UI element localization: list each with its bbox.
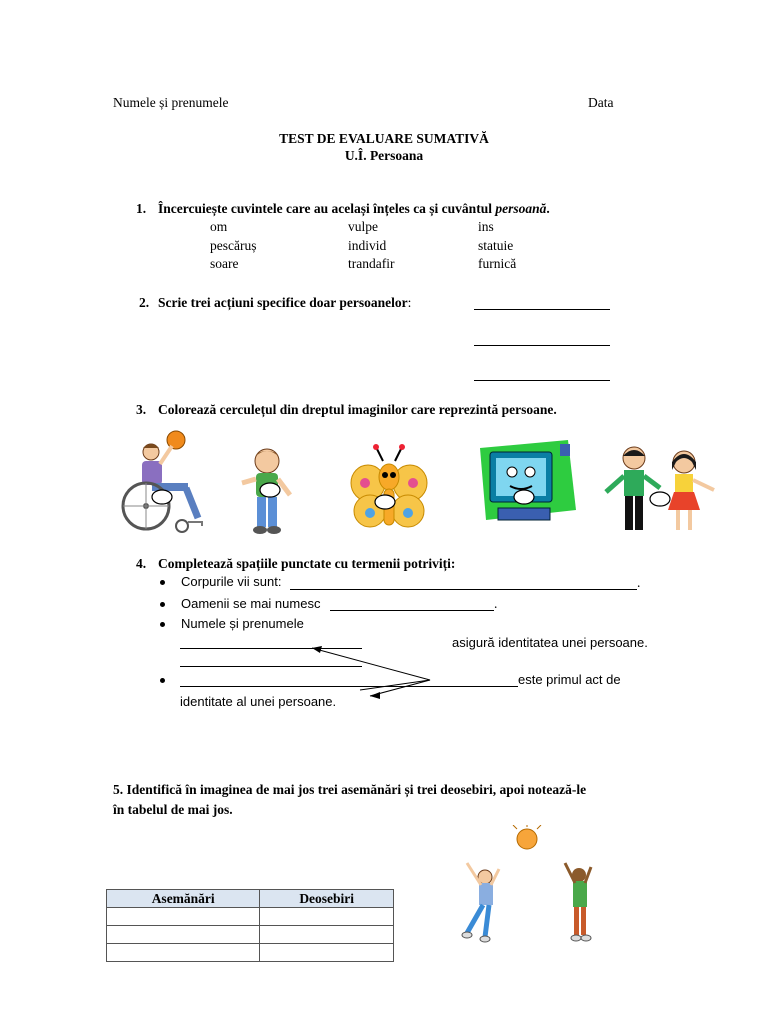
table-header-deosebiri: Deosebiri (260, 890, 394, 908)
table-cell[interactable] (260, 926, 394, 944)
table-row (107, 926, 394, 944)
date-label: Data (588, 95, 614, 110)
q2-colon: : (407, 295, 412, 310)
q2-text: Scrie trei acțiuni specifice doar persoanelor (158, 295, 408, 310)
arrow-icon (300, 640, 440, 704)
q4-item2-end: . (494, 596, 498, 611)
circle-icon[interactable] (648, 490, 672, 508)
bullet (160, 678, 165, 683)
q3-number: 3. (136, 402, 147, 417)
q1-word[interactable]: om (210, 219, 228, 234)
q3-text: Colorează cerculețul din dreptul imaginilor care reprezintă persoane. (158, 402, 557, 417)
q4-item1-label: Corpurile vii sunt: (181, 574, 282, 589)
q2-answer-line[interactable] (474, 345, 610, 346)
q4-item3-right: asigură identitatea unei persoane. (452, 635, 648, 650)
circle-icon[interactable] (373, 493, 397, 511)
answers-table (106, 889, 394, 962)
q1-text: Încercuiește cuvintele care au același înțeles ca și cuvântul (158, 201, 496, 216)
circle-icon[interactable] (258, 481, 282, 499)
table-row (107, 944, 394, 962)
table-cell[interactable] (107, 944, 260, 962)
q1-question (158, 201, 550, 217)
q4-number: 4. (136, 556, 147, 571)
q2-number: 2. (139, 295, 150, 310)
q4-item4-right: este primul act de (518, 672, 621, 687)
q4-text: Completează spațiile punctate cu termenii potriviți: (158, 556, 456, 571)
table-row (107, 908, 394, 926)
q5-text-line1: 5. Identifică în imaginea de mai jos trei asemănări și trei deosebiri, apoi notează-le (113, 782, 587, 797)
q4-item2-line[interactable] (330, 610, 494, 611)
table-cell[interactable] (260, 944, 394, 962)
table-header-asemanari: Asemănări (107, 890, 260, 908)
table-cell[interactable] (107, 908, 260, 926)
q1-word[interactable]: individ (348, 238, 387, 253)
bullet (160, 580, 165, 585)
q1-word[interactable]: soare (210, 256, 239, 271)
table-cell[interactable] (260, 908, 394, 926)
table-cell[interactable] (107, 926, 260, 944)
bullet (160, 622, 165, 627)
q4-item3-label: Numele și prenumele (181, 616, 304, 631)
q1-word[interactable]: trandafir (348, 256, 395, 271)
q1-number: 1. (136, 201, 147, 216)
q1-keyword: persoană (495, 201, 547, 216)
q1-word[interactable]: pescăruș (210, 238, 257, 253)
q4-item1-line[interactable] (290, 589, 637, 590)
q1-word[interactable]: statuie (478, 238, 514, 253)
name-label: Numele și prenumele (113, 95, 229, 110)
q1-word[interactable]: ins (478, 219, 494, 234)
butterfly-image (350, 443, 428, 531)
two-children-image (604, 444, 718, 534)
boy-in-wheelchair-image (118, 428, 208, 538)
q2-question (158, 295, 411, 311)
q5-text-line2: în tabelul de mai jos. (113, 802, 233, 817)
q2-answer-line[interactable] (474, 309, 610, 310)
q1-word[interactable]: furnică (478, 256, 517, 271)
circle-icon[interactable] (512, 488, 536, 506)
bullet (160, 602, 165, 607)
kids-playing-ball-image (455, 825, 605, 950)
page-title: TEST DE EVALUARE SUMATIVĂ (279, 131, 489, 146)
q2-answer-line[interactable] (474, 380, 610, 381)
page-subtitle: U.Î. Persoana (344, 148, 424, 163)
q4-item2-label: Oamenii se mai numesc (181, 596, 321, 611)
circle-icon[interactable] (150, 488, 174, 506)
q4-item1-end: . (637, 575, 641, 590)
computer-image (480, 440, 576, 532)
q1-period: . (546, 201, 550, 216)
q1-word[interactable]: vulpe (348, 219, 378, 234)
q4-item4-cont: identitate al unei persoane. (180, 694, 337, 709)
